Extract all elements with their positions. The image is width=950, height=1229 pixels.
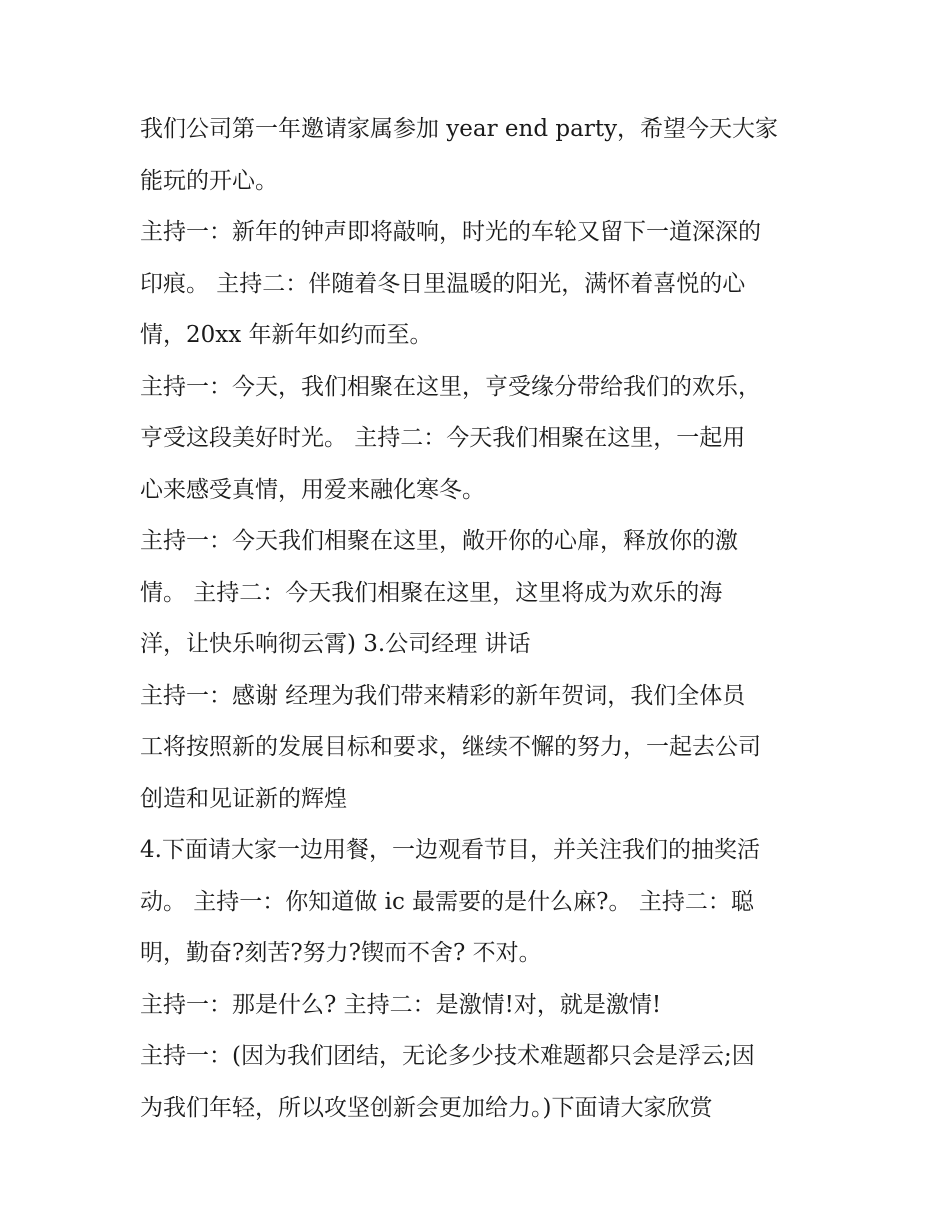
text-line-19: 主持一：(因为我们团结，无论多少技术难题都只会是浮云;因 bbox=[140, 1043, 755, 1069]
text-line-3: 主持一：新年的钟声即将敲响，时光的车轮又留下一道深深的 bbox=[140, 219, 761, 245]
text-line-4: 印痕。 主持二：伴随着冬日里温暖的阳光，满怀着喜悦的心 bbox=[140, 270, 746, 297]
text-line-17: 明，勤奋?刻苦?努力?锲而不舍? 不对。 bbox=[140, 940, 542, 966]
text-line-6: 主持一：今天，我们相聚在这里，亨受缘分带给我们的欢乐， bbox=[140, 373, 761, 400]
text-line-15: 4.下面请大家一边用餐，一边观看节目，并关注我们的抽奖活 bbox=[140, 837, 760, 863]
text-line-9: 主持一：今天我们相聚在这里，敞开你的心扉，释放你的激 bbox=[140, 528, 738, 554]
document-body bbox=[140, 104, 820, 1134]
text-line-8: 心来感受真情，用爱来融化寒冬。 bbox=[140, 476, 485, 503]
text-line-5: 情，20xx 年新年如约而至。 bbox=[140, 322, 433, 348]
text-line-7: 亨受这段美好时光。 主持二：今天我们相聚在这里，一起用 bbox=[140, 425, 746, 451]
text-line-10: 情。 主持二：今天我们相聚在这里，这里将成为欢乐的海 bbox=[140, 579, 723, 606]
text-line-12: 主持一：感谢 经理为我们带来精彩的新年贺词，我们全体员 bbox=[140, 682, 746, 709]
text-line-16: 动。 主持一：你知道做 ic 最需要的是什么麻?。 主持二：聪 bbox=[140, 888, 754, 915]
text-line-2: 能玩的开心。 bbox=[140, 167, 278, 194]
text-line-18: 主持一：那是什么? 主持二：是激情!对，就是激情! bbox=[140, 991, 662, 1018]
text-line-13: 工将按照新的发展目标和要求，继续不懈的努力，一起去公司 bbox=[140, 734, 761, 760]
text-line-14: 创造和见证新的辉煌 bbox=[140, 785, 347, 812]
text-line-1: 我们公司第一年邀请家属参加 year end party，希望今天大家 bbox=[140, 116, 779, 142]
text-line-11: 洋，让快乐响彻云霄) 3.公司经理 讲话 bbox=[140, 631, 531, 657]
text-line-20: 为我们年轻，所以攻坚创新会更加给力。)下面请大家欣赏 bbox=[140, 1094, 713, 1121]
